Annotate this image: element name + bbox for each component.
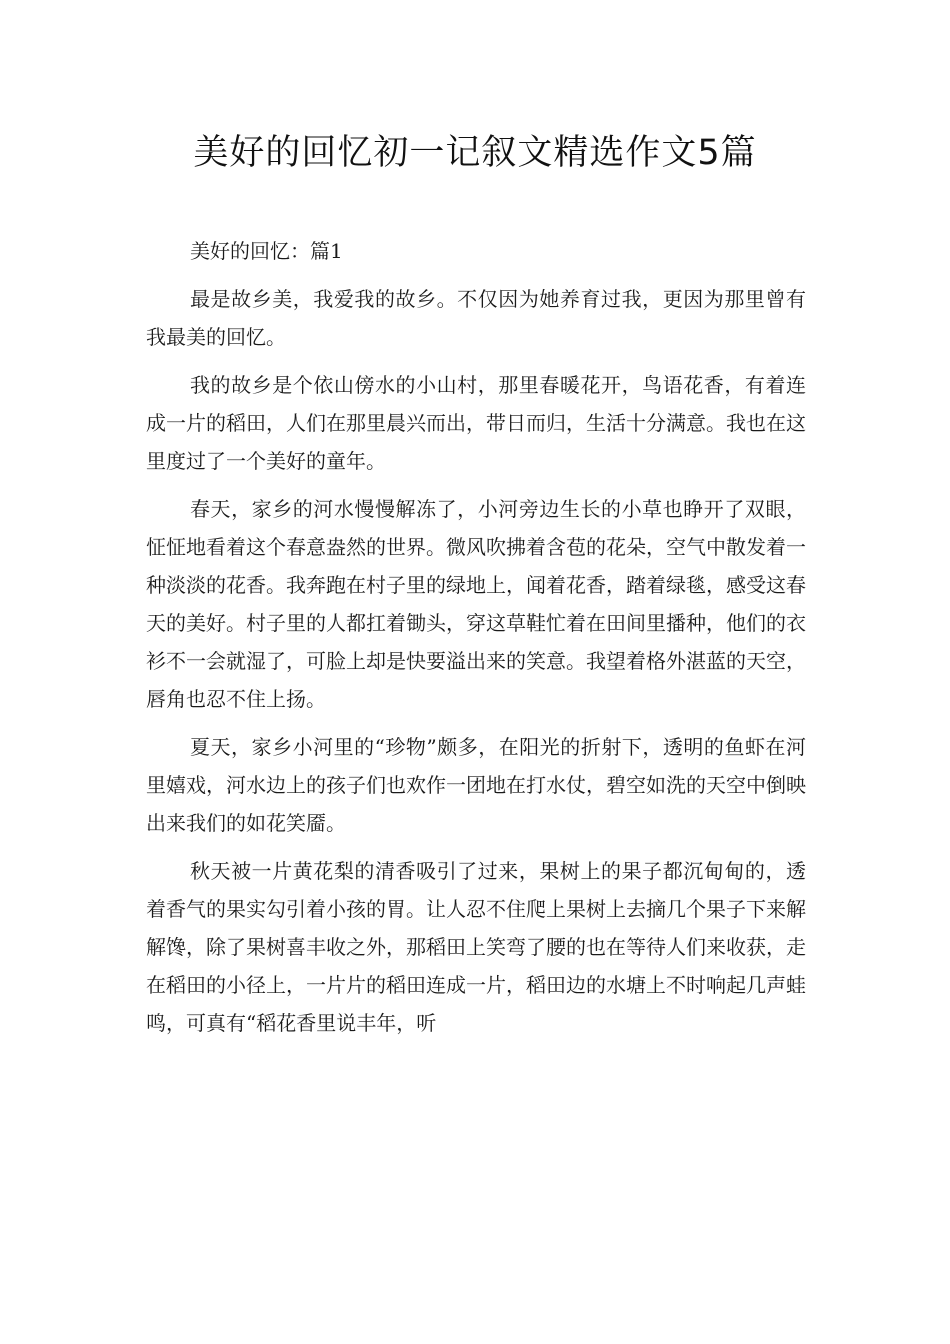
- document-title: 美好的回忆初一记叙文精选作文5篇: [193, 133, 757, 173]
- document-body: [146, 232, 806, 1052]
- paragraph-1: 最是故乡美，我爱我的故乡。不仅因为她养育过我，更因为那里曾有我最美的回忆。: [146, 287, 806, 349]
- paragraph-5: 秋天被一片黄花梨的清香吸引了过来，果树上的果子都沉甸甸的，透着香气的果实勾引着小孩的胃。让人忍不住爬上果树上去摘几个果子下来解解馋，除了果树喜丰收之外，那稻田上笑弯了腰的也在等待人们来收获，走在稻田的小径上，一片片的稻田连成一片，稻田边的水塘上不时响起几声蛙鸣，可真有“稻花香里说丰年，听: [146, 859, 806, 1035]
- section-heading: 美好的回忆：篇1: [190, 239, 343, 263]
- paragraph-2: 我的故乡是个依山傍水的小山村，那里春暖花开，鸟语花香，有着连成一片的稻田，人们在那里晨兴而出，带日而归，生活十分满意。我也在这里度过了一个美好的童年。: [146, 373, 806, 473]
- paragraph-3: 春天，家乡的河水慢慢解冻了，小河旁边生长的小草也睁开了双眼，怔怔地看着这个春意盎然的世界。微风吹拂着含苞的花朵，空气中散发着一种淡淡的花香。我奔跑在村子里的绿地上，闻着花香，踏着绿毯，感受这春天的美好。村子里的人都扛着锄头，穿这草鞋忙着在田间里播种，他们的衣衫不一会就湿了，可脸上却是快要溢出来的笑意。我望着格外湛蓝的天空，唇角也忍不住上扬。: [146, 497, 806, 711]
- paragraph-4: 夏天，家乡小河里的“珍物”颇多，在阳光的折射下，透明的鱼虾在河里嬉戏，河水边上的孩子们也欢作一团地在打水仗，碧空如洗的天空中倒映出来我们的如花笑靥。: [146, 735, 806, 835]
